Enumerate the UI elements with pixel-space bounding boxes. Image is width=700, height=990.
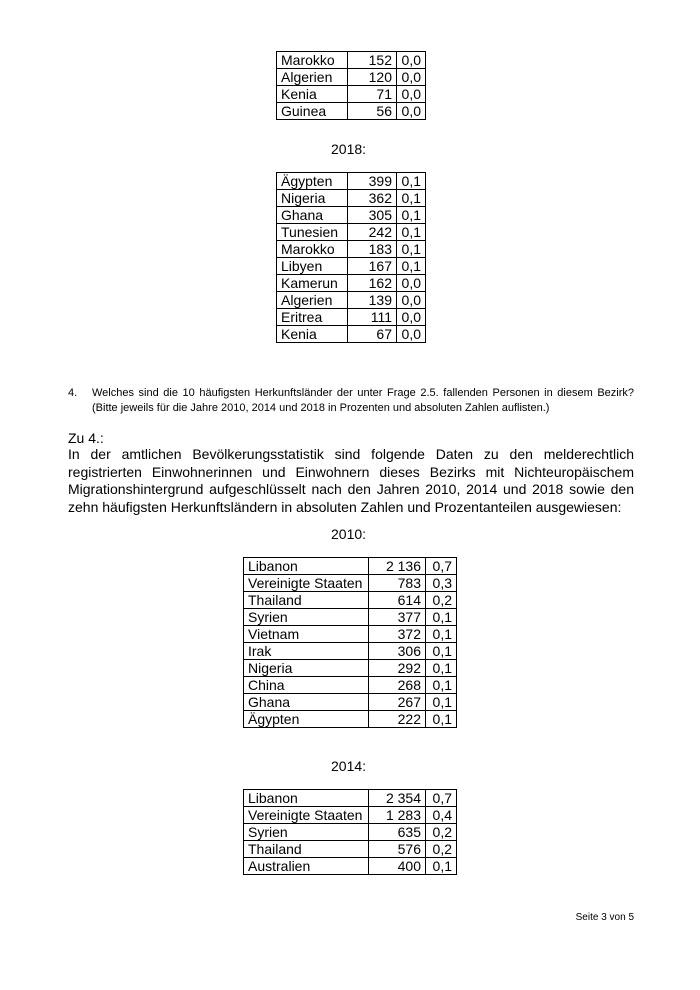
count-cell: 635: [369, 824, 426, 841]
table-row: [244, 643, 457, 660]
table-row: [277, 173, 426, 190]
percent-cell: 0,1: [397, 258, 426, 275]
percent-cell: 0,1: [426, 660, 457, 677]
percent-cell: 0,3: [426, 575, 457, 592]
percent-cell: 0,0: [397, 103, 426, 120]
table-row: [277, 241, 426, 258]
table-body: [244, 558, 457, 728]
table-row: [277, 52, 426, 69]
percent-cell: 0,2: [426, 592, 457, 609]
count-cell: 400: [369, 858, 426, 875]
table-body: [277, 173, 426, 343]
country-cell: Ägypten: [244, 711, 369, 728]
table-row: [244, 824, 457, 841]
percent-cell: 0,1: [397, 241, 426, 258]
country-cell: Kenia: [277, 326, 348, 343]
page-number: Seite 3 von 5: [575, 912, 634, 923]
count-cell: 222: [369, 711, 426, 728]
country-cell: Vietnam: [244, 626, 369, 643]
count-cell: 292: [369, 660, 426, 677]
percent-cell: 0,1: [426, 626, 457, 643]
table-row: [244, 711, 457, 728]
country-cell: Guinea: [277, 103, 348, 120]
country-cell: China: [244, 677, 369, 694]
count-cell: 372: [369, 626, 426, 643]
country-cell: Eritrea: [277, 309, 348, 326]
country-cell: Kamerun: [277, 275, 348, 292]
answer-text: In der amtlichen Bevölkerungsstatistik sind folgende Daten zu den melderechtlich registrierten Einwohnerinnen und Einwohnern dieses Bezirks mit Nichteuropäischem Migrationshintergrund aufgeschlüsselt nach den Jahren 2010, 2014 und 2018 sowie den zehn häufigsten Herkunftsländern in absoluten Zahlen und Prozentanteilen ausgewiesen:: [68, 446, 634, 515]
table-row: [277, 326, 426, 343]
percent-cell: 0,4: [426, 807, 457, 824]
table-row: [244, 558, 457, 575]
country-cell: Nigeria: [277, 190, 348, 207]
percent-cell: 0,1: [426, 694, 457, 711]
country-cell: Syrien: [244, 609, 369, 626]
country-cell: Australien: [244, 858, 369, 875]
count-cell: 2 354: [369, 790, 426, 807]
count-cell: 183: [348, 241, 397, 258]
percent-cell: 0,0: [397, 86, 426, 103]
country-cell: Nigeria: [244, 660, 369, 677]
country-cell: Ghana: [244, 694, 369, 711]
question-4: [68, 386, 634, 416]
percent-cell: 0,1: [397, 190, 426, 207]
table-row: [277, 258, 426, 275]
country-cell: Algerien: [277, 69, 348, 86]
percent-cell: 0,1: [397, 224, 426, 241]
table-row: [244, 790, 457, 807]
country-cell: Ägypten: [277, 173, 348, 190]
country-cell: Marokko: [277, 241, 348, 258]
table-row: [277, 292, 426, 309]
count-cell: 399: [348, 173, 397, 190]
count-cell: 71: [348, 86, 397, 103]
table-row: [277, 224, 426, 241]
table-row: [244, 858, 457, 875]
percent-cell: 0,1: [397, 207, 426, 224]
table-2010: [243, 557, 457, 728]
country-cell: Kenia: [277, 86, 348, 103]
answer-heading: Zu 4.:: [68, 430, 104, 446]
country-cell: Libanon: [244, 790, 369, 807]
country-cell: Syrien: [244, 824, 369, 841]
table-row: [244, 609, 457, 626]
percent-cell: 0,1: [426, 711, 457, 728]
percent-cell: 0,0: [397, 326, 426, 343]
count-cell: 362: [348, 190, 397, 207]
count-cell: 783: [369, 575, 426, 592]
country-cell: Libyen: [277, 258, 348, 275]
percent-cell: 0,2: [426, 824, 457, 841]
year-label-2014: 2014:: [331, 758, 367, 774]
percent-cell: 0,7: [426, 558, 457, 575]
percent-cell: 0,1: [426, 858, 457, 875]
country-cell: Algerien: [277, 292, 348, 309]
country-cell: Marokko: [277, 52, 348, 69]
country-cell: Vereinigte Staaten: [244, 807, 369, 824]
count-cell: 377: [369, 609, 426, 626]
table-row: [244, 677, 457, 694]
country-cell: Vereinigte Staaten: [244, 575, 369, 592]
percent-cell: 0,1: [426, 643, 457, 660]
count-cell: 614: [369, 592, 426, 609]
percent-cell: 0,0: [397, 309, 426, 326]
country-cell: Ghana: [277, 207, 348, 224]
question-text: Welches sind die 10 häufigsten Herkunftsländer der unter Frage 2.5. fallenden Personen in diesem Bezirk? (Bitte jeweils für die Jahre 2010, 2014 und 2018 in Prozenten und absoluten Zahlen auflisten.): [92, 387, 634, 414]
count-cell: 576: [369, 841, 426, 858]
country-cell: Thailand: [244, 841, 369, 858]
table-row: [244, 694, 457, 711]
table-row: [277, 86, 426, 103]
table-row: [244, 841, 457, 858]
table-row: [277, 309, 426, 326]
count-cell: 306: [369, 643, 426, 660]
count-cell: 120: [348, 69, 397, 86]
count-cell: 1 283: [369, 807, 426, 824]
question-number: 4.: [68, 387, 78, 399]
count-cell: 2 136: [369, 558, 426, 575]
year-label-2010: 2010:: [331, 526, 367, 542]
count-cell: 67: [348, 326, 397, 343]
count-cell: 242: [348, 224, 397, 241]
table-row: [277, 69, 426, 86]
table-row: [277, 190, 426, 207]
country-cell: Tunesien: [277, 224, 348, 241]
table-row: [244, 575, 457, 592]
table-row: [244, 660, 457, 677]
count-cell: 111: [348, 309, 397, 326]
percent-cell: 0,0: [397, 292, 426, 309]
table-body: [277, 52, 426, 120]
percent-cell: 0,0: [397, 52, 426, 69]
count-cell: 268: [369, 677, 426, 694]
percent-cell: 0,7: [426, 790, 457, 807]
country-cell: Irak: [244, 643, 369, 660]
year-label-2018: 2018:: [331, 141, 367, 157]
table-2014: [243, 789, 457, 875]
count-cell: 56: [348, 103, 397, 120]
count-cell: 305: [348, 207, 397, 224]
table-row: [244, 626, 457, 643]
percent-cell: 0,2: [426, 841, 457, 858]
table-continued: [276, 51, 426, 120]
country-cell: Thailand: [244, 592, 369, 609]
table-row: [277, 275, 426, 292]
table-body: [244, 790, 457, 875]
count-cell: 162: [348, 275, 397, 292]
table-2018: [276, 172, 426, 343]
table-row: [244, 592, 457, 609]
count-cell: 167: [348, 258, 397, 275]
count-cell: 267: [369, 694, 426, 711]
percent-cell: 0,0: [397, 275, 426, 292]
table-row: [277, 103, 426, 120]
percent-cell: 0,1: [397, 173, 426, 190]
count-cell: 139: [348, 292, 397, 309]
count-cell: 152: [348, 52, 397, 69]
country-cell: Libanon: [244, 558, 369, 575]
percent-cell: 0,1: [426, 609, 457, 626]
table-row: [244, 807, 457, 824]
table-row: [277, 207, 426, 224]
percent-cell: 0,0: [397, 69, 426, 86]
percent-cell: 0,1: [426, 677, 457, 694]
